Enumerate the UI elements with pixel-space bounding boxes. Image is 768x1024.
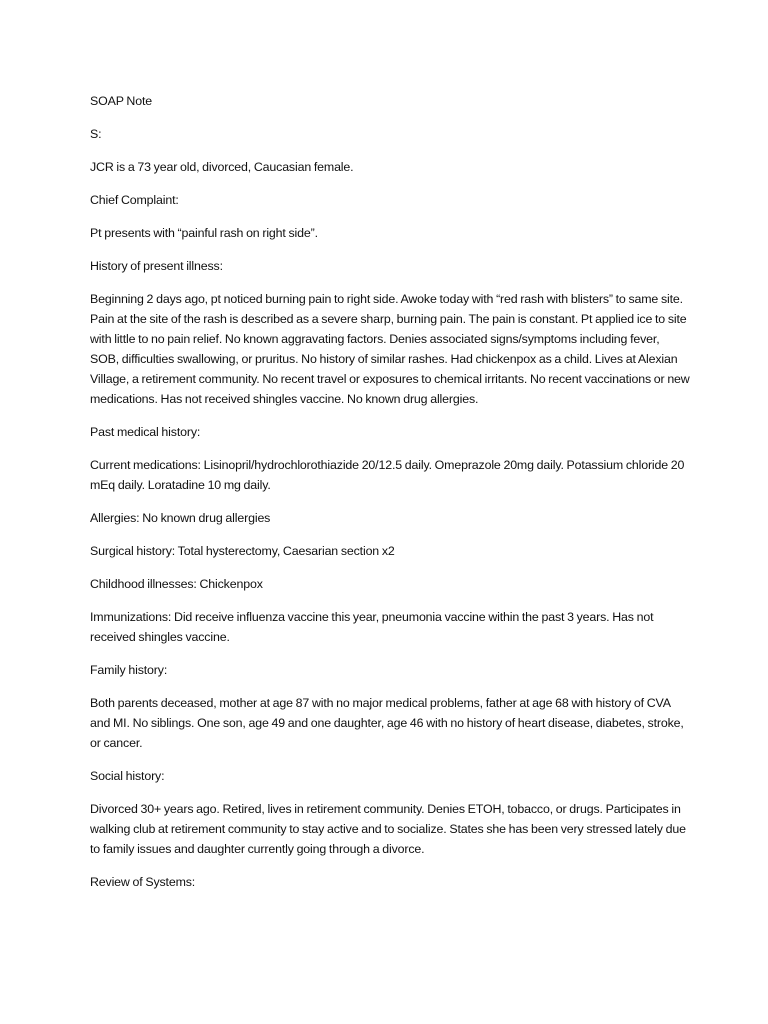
section-subjective-heading: S: [90, 127, 102, 141]
pmh-heading: Past medical history: [90, 425, 201, 439]
document-title: SOAP Note [90, 94, 152, 108]
chief-complaint-heading: Chief Complaint: [90, 193, 179, 207]
chief-complaint-text: Pt presents with “painful rash on right side”. [90, 226, 318, 240]
family-history-text: Both parents deceased, mother at age 87 with no major medical problems, father at age 68 with history of CVA and MI. No siblings. One son, age 49 and one daughter, age 46 with no history of heart disease, diabetes, stroke, or cancer. [90, 696, 684, 750]
social-history-text: Divorced 30+ years ago. Retired, lives in retirement community. Denies ETOH, tobacco, or drugs. Participates in walking club at retirement community to stay active and to socialize. States she has been very stressed lately due to family issues and daughter currently going through a divorce. [90, 802, 686, 856]
immunizations-text: Immunizations: Did receive influenza vaccine this year, pneumonia vaccine within the past 3 years. Has not received shingles vaccine. [90, 610, 654, 644]
social-history-heading: Social history: [90, 769, 165, 783]
hpi-text: Beginning 2 days ago, pt noticed burning pain to right side. Awoke today with “red rash with blisters” to same site. Pain at the site of the rash is described as a severe sharp, burning pain. The pain is constant. Pt applied ice to site with little to no pain relief. No known aggravating factors. Denies associated signs/symptoms including fever, SOB, difficulties swallowing, or pruritus. No history of similar rashes. Had chickenpox as a child. Lives at Alexian Village, a retirement community. No recent travel or exposures to chemical irritants. No recent vaccinations or new medications. Has not received shingles vaccine. No known drug allergies. [90, 292, 690, 406]
hpi-heading: History of present illness: [90, 259, 223, 273]
surgical-history-text: Surgical history: Total hysterectomy, Caesarian section x2 [90, 544, 395, 558]
current-medications-text: Current medications: Lisinopril/hydrochlorothiazide 20/12.5 daily. Omeprazole 20mg daily. Potassium chloride 20 mEq daily. Loratadine 10 mg daily. [90, 458, 685, 492]
family-history-heading: Family history: [90, 663, 168, 677]
allergies-text: Allergies: No known drug allergies [90, 511, 271, 525]
document-body [90, 91, 690, 905]
childhood-illnesses-text: Childhood illnesses: Chickenpox [90, 577, 263, 591]
patient-intro: JCR is a 73 year old, divorced, Caucasian female. [90, 160, 354, 174]
ros-heading: Review of Systems: [90, 875, 196, 889]
